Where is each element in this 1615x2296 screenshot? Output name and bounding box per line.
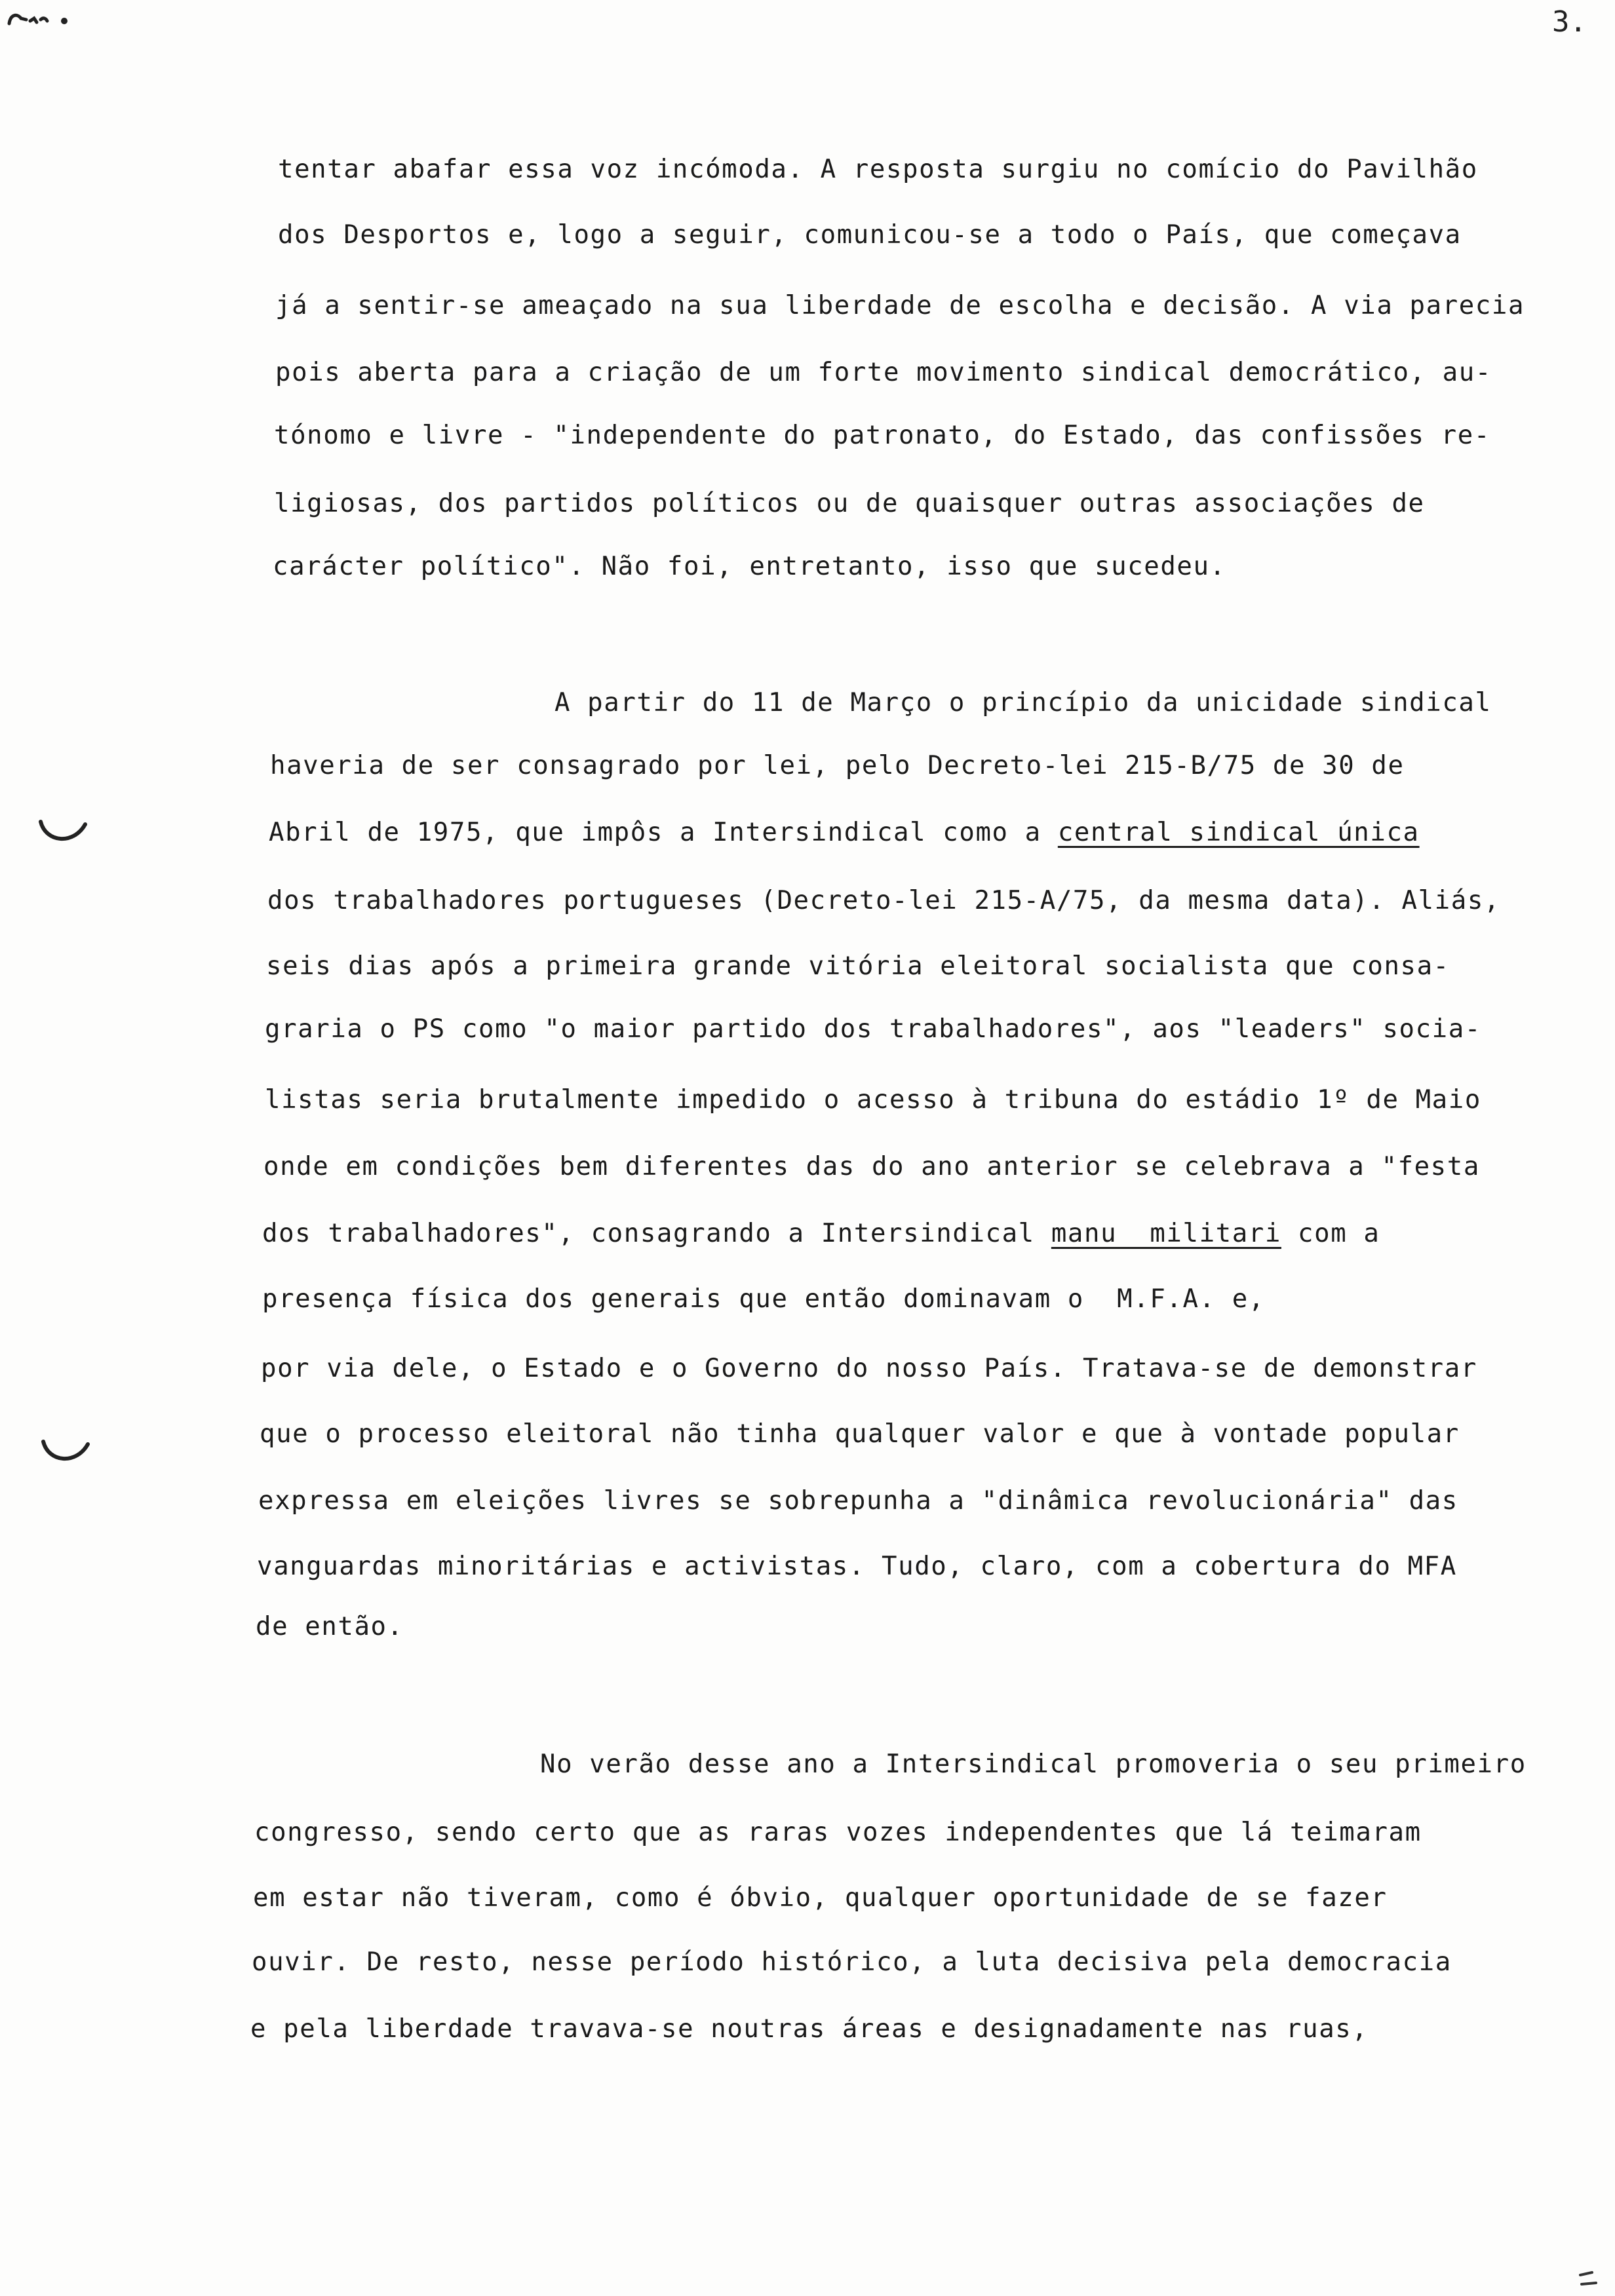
punch-hole-mark-bottom-icon: [37, 1432, 96, 1472]
text-line: pois aberta para a criação de um forte movimento sindical democrático, au-: [275, 358, 1492, 387]
text-line: vanguardas minoritárias e activistas. Tudo, claro, com a cobertura do MFA: [257, 1552, 1457, 1581]
text-line: que o processo eleitoral não tinha qualquer valor e que à vontade popular: [260, 1419, 1460, 1449]
text-line: em estar não tiveram, como é óbvio, qualquer oportunidade de se fazer: [253, 1883, 1388, 1913]
text-line: listas seria brutalmente impedido o acesso à tribuna do estádio 1º de Maio: [265, 1085, 1481, 1115]
underlined-phrase: central sindical única: [1057, 818, 1420, 847]
text-line: expressa em eleições livres se sobrepunha a "dinâmica revolucionária" das: [258, 1486, 1458, 1516]
text-line: haveria de ser consagrado por lei, pelo Decreto-lei 215-B/75 de 30 de: [270, 751, 1405, 780]
text-line: graria o PS como "o maior partido dos trabalhadores", aos "leaders" socia-: [265, 1014, 1481, 1044]
text-line: dos Desportos e, logo a seguir, comunicou-se a todo o País, que começava: [278, 220, 1462, 250]
text-line: e pela liberdade travava-se noutras áreas e designadamente nas ruas,: [250, 2014, 1369, 2044]
text-line: congresso, sendo certo que as raras vozes independentes que lá teimaram: [254, 1818, 1422, 1847]
underlined-phrase: manu militari: [1051, 1219, 1281, 1248]
text-line: presença física dos generais que então dominavam o M.F.A. e,: [262, 1284, 1265, 1314]
text-line: dos trabalhadores portugueses (Decreto-lei 215-A/75, da mesma data). Aliás,: [267, 886, 1500, 915]
line-text-before: dos trabalhadores", consagrando a Intersindical: [262, 1219, 1051, 1248]
text-line: tentar abafar essa voz incómoda. A resposta surgiu no comício do Pavilhão: [278, 155, 1478, 184]
line-text-after: com a: [1281, 1219, 1380, 1248]
text-line: seis dias após a primeira grande vitória eleitoral socialista que consa-: [266, 951, 1450, 981]
corner-scan-mark-icon: [7, 9, 79, 29]
punch-hole-mark-top-icon: [34, 813, 93, 852]
text-line: No verão desse ano a Intersindical promoveria o seu primeiro: [540, 1750, 1527, 1779]
text-line: já a sentir-se ameaçado na sua liberdade de escolha e decisão. A via parecia: [275, 291, 1525, 320]
text-line-with-underline: [262, 1217, 1380, 1250]
text-line-with-underline: [269, 816, 1420, 849]
page-number: 3.: [1552, 5, 1587, 39]
text-line: carácter político". Não foi, entretanto, isso que sucedeu.: [273, 552, 1226, 581]
text-line: ouvir. De resto, nesse período histórico, a luta decisiva pela democracia: [252, 1947, 1452, 1977]
text-line: de então.: [256, 1612, 404, 1641]
text-line: ligiosas, dos partidos políticos ou de quaisquer outras associações de: [274, 489, 1425, 518]
text-line: por via dele, o Estado e o Governo do nosso País. Tratava-se de demonstrar: [261, 1354, 1477, 1383]
line-text-before: Abril de 1975, que impôs a Intersindical como a: [269, 818, 1058, 847]
text-line: A partir do 11 de Março o princípio da unicidade sindical: [555, 688, 1492, 718]
corner-scan-mark-bottom-icon: [1576, 2268, 1603, 2288]
text-line: tónomo e livre - "independente do patronato, do Estado, das confissões re-: [274, 421, 1490, 450]
text-line: onde em condições bem diferentes das do ano anterior se celebrava a "festa: [263, 1152, 1480, 1181]
